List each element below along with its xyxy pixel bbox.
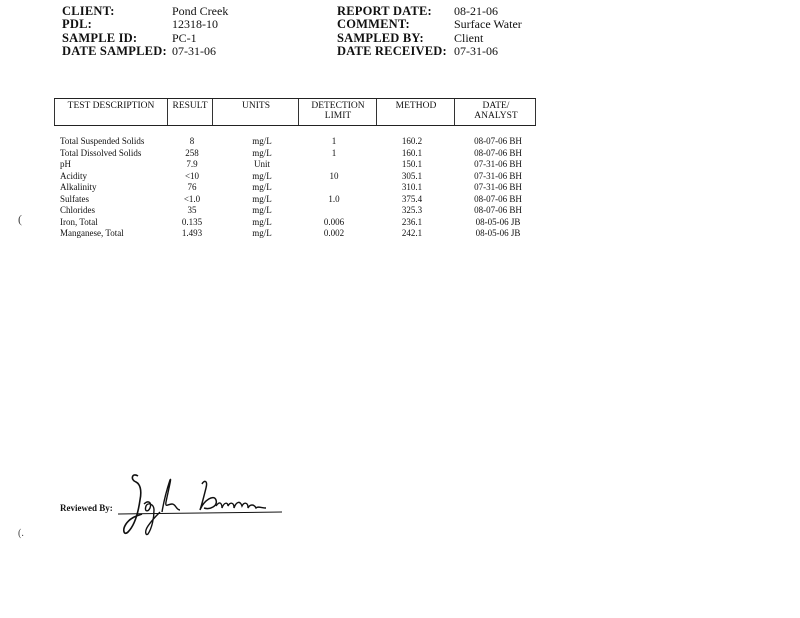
cell-method: 242.1 (401, 228, 423, 238)
col-header-method: METHOD (395, 101, 437, 111)
comment-value: Surface Water (454, 17, 522, 31)
cell-detection-limit: 1 (331, 136, 337, 146)
cell-date-analyst: 08-07-06 BH (474, 136, 522, 146)
cell-description: Acidity (60, 170, 87, 181)
cell-method: 150.1 (401, 159, 423, 169)
cell-result: 35 (187, 205, 197, 215)
cell-description: Iron, Total (60, 216, 98, 227)
cell-method: 310.1 (401, 182, 423, 192)
col-header-detection-limit (300, 101, 376, 121)
col-header-date-analyst (456, 101, 536, 121)
table-row (54, 182, 536, 194)
sampled-by-value: Client (454, 31, 484, 45)
header-divider (212, 99, 213, 125)
cell-method: 325.3 (401, 205, 423, 215)
table-row (54, 136, 536, 148)
cell-date-analyst: 08-05-06 JB (475, 228, 521, 238)
pdl-label: PDL: (62, 17, 92, 31)
cell-detection-limit: 0.002 (323, 228, 345, 238)
pdl-value: 12318-10 (172, 17, 218, 31)
cell-date-analyst: 08-07-06 BH (474, 147, 522, 158)
cell-result: 8 (189, 136, 195, 146)
col-header-units: UNITS (242, 101, 270, 111)
cell-description: Manganese, Total (60, 228, 124, 238)
cell-method: 305.1 (401, 170, 423, 181)
comment-label: COMMENT: (337, 17, 410, 31)
date-received-label: DATE RECEIVED: (337, 44, 447, 58)
date-sampled-value: 07-31-06 (172, 44, 216, 58)
cell-result: 1.493 (181, 228, 203, 238)
cell-description: Sulfates (60, 193, 89, 204)
cell-description: pH (60, 159, 71, 169)
cell-method: 160.1 (401, 147, 423, 158)
col-header-date-line2: ANALYST (474, 111, 518, 121)
header-divider (454, 99, 455, 125)
cell-date-analyst: 07-31-06 BH (474, 182, 522, 192)
cell-description: Total Suspended Solids (60, 136, 145, 146)
cell-date-analyst: 07-31-06 BH (474, 170, 522, 181)
cell-date-analyst: 08-07-06 BH (474, 205, 522, 215)
reviewer-signature (118, 470, 288, 542)
cell-units: mg/L (252, 170, 272, 181)
col-header-date-line1: DATE/ (482, 101, 510, 111)
results-table (54, 98, 536, 238)
scan-mark: (. (18, 528, 24, 539)
cell-result: <1.0 (183, 193, 201, 204)
cell-detection-limit: 1 (331, 147, 337, 158)
cell-units: mg/L (252, 147, 272, 158)
cell-result: 76 (187, 182, 197, 192)
report-date-label: REPORT DATE: (337, 4, 432, 18)
cell-method: 236.1 (401, 216, 423, 227)
col-header-detection-line1: DETECTION (311, 101, 365, 111)
sample-id-label: SAMPLE ID: (62, 31, 138, 45)
table-row (54, 217, 536, 229)
date-sampled-label: DATE SAMPLED: (62, 44, 167, 58)
cell-units: mg/L (252, 182, 272, 192)
cell-units: mg/L (252, 228, 272, 238)
col-header-detection-line2: LIMIT (324, 111, 352, 121)
reviewed-by-label: Reviewed By: (60, 503, 113, 513)
cell-units: Unit (253, 159, 270, 169)
cell-result: <10 (184, 170, 200, 181)
cell-description: Alkalinity (60, 182, 97, 192)
cell-units: mg/L (252, 193, 272, 204)
client-value: Pond Creek (172, 4, 229, 18)
col-header-result: RESULT (172, 101, 208, 111)
header-divider (376, 99, 377, 125)
cell-units: mg/L (252, 205, 272, 215)
cell-result: 0.135 (181, 216, 203, 227)
cell-date-analyst: 08-07-06 BH (474, 193, 522, 204)
scan-mark: ( (18, 212, 22, 226)
sample-id-value: PC-1 (172, 31, 197, 45)
table-row (54, 171, 536, 183)
col-header-description: TEST DESCRIPTION (67, 101, 155, 111)
table-row (54, 228, 536, 240)
cell-detection-limit: 1.0 (328, 193, 340, 204)
table-header (54, 98, 536, 126)
header-divider (298, 99, 299, 125)
cell-date-analyst: 08-05-06 JB (475, 216, 521, 227)
table-row (54, 148, 536, 160)
cell-date-analyst: 07-31-06 BH (474, 159, 522, 169)
table-row (54, 205, 536, 217)
cell-description: Total Dissolved Solids (60, 147, 142, 158)
cell-method: 375.4 (401, 193, 423, 204)
table-row (54, 159, 536, 171)
cell-result: 7.9 (186, 159, 198, 169)
table-row (54, 194, 536, 206)
cell-units: mg/L (252, 216, 272, 227)
client-label: CLIENT: (62, 4, 115, 18)
cell-method: 160.2 (401, 136, 423, 146)
cell-units: mg/L (252, 136, 272, 146)
cell-detection-limit: 0.006 (323, 216, 345, 227)
sampled-by-label: SAMPLED BY: (337, 31, 424, 45)
report-date-value: 08-21-06 (454, 4, 498, 18)
cell-result: 258 (185, 147, 199, 158)
header-divider (54, 99, 55, 125)
cell-description: Chlorides (60, 205, 95, 215)
cell-detection-limit: 10 (329, 170, 339, 181)
date-received-value: 07-31-06 (454, 44, 498, 58)
